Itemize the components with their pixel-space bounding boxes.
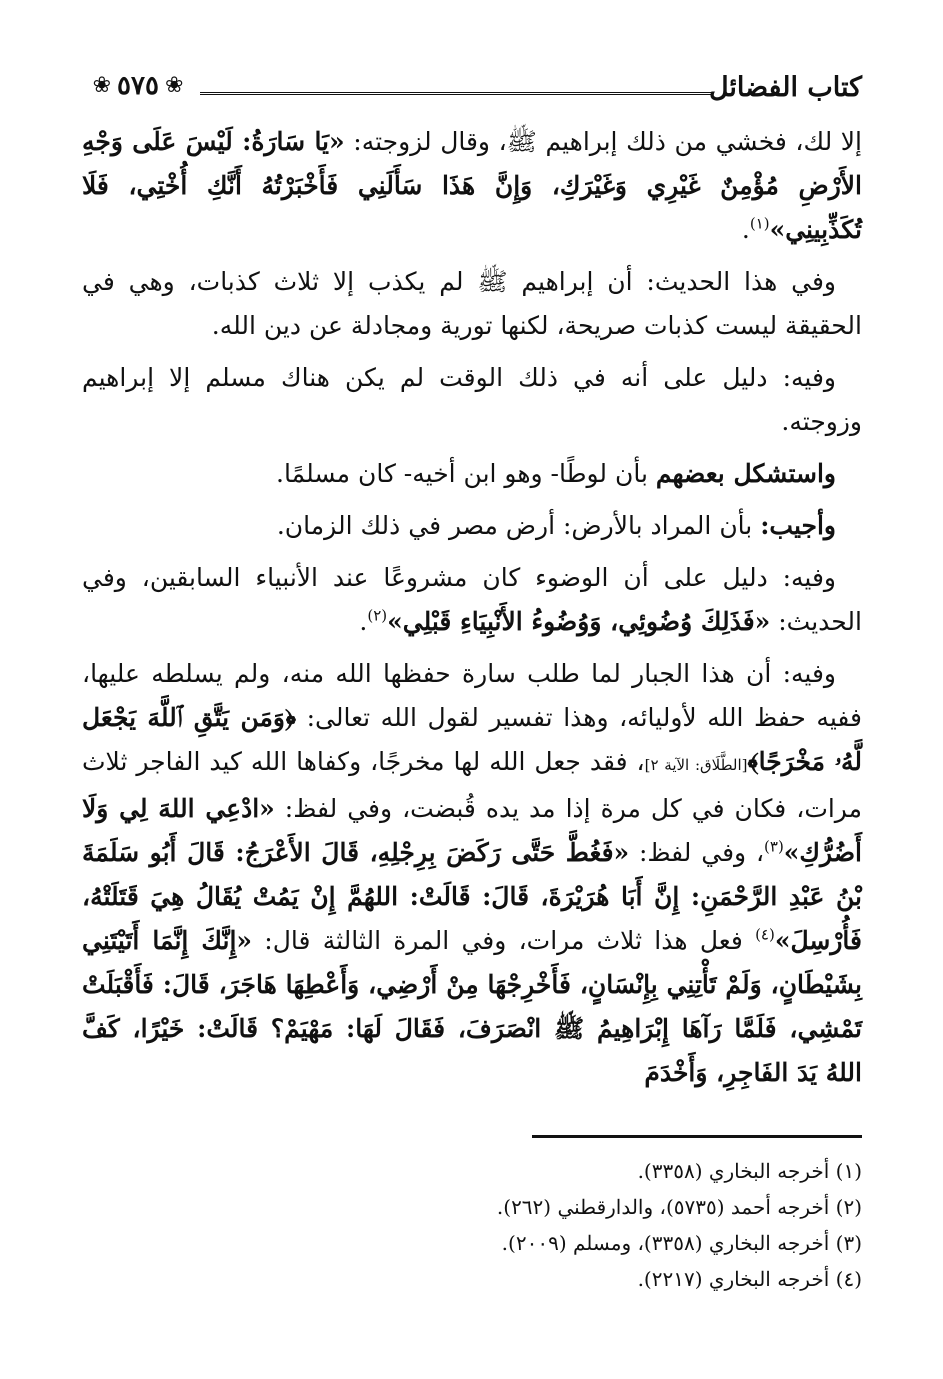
footnote-marker: (٤) [755,925,775,944]
book-page [82,50,862,1350]
footnote: (٣) أخرجه البخاري (٣٣٥٨)، ومسلم (٢٠٠٩). [501,1231,862,1255]
hadith-quote: «فَذَلِكَ وُضُوئِي، وَوُضُوءُ الأَنْبِيَاءِ قَبْلِي» [387,607,771,636]
hadith-quote: «يَا سَارَةُ: لَيْسَ عَلَى وَجْهِ الأَرْضِ مُؤْمِنٌ غَيْرِي وَغَيْرَكِ، وَإِنَّ هَذَا سَأَلَنِي فَأَخْبَرْتُهُ أَنَّكِ أُخْتِي، فَلَا تُكَذِّبِينِي» [82,127,862,244]
hadith-quote: «إِنَّكَ إِنَّمَا أَتَيْتَنِي بِشَيْطَانٍ، وَلَمْ تَأْتِنِي بِإِنْسَانٍ، فَأَخْرِجْهَا مِنْ أَرْضِي، وَأَعْطِهَا هَاجَرَ، قَالَ: فَأَقْبَلَتْ تَمْشِي، فَلَمَّا رَآهَا إِبْرَاهِيمُ ﷺ انْصَرَفَ، فَقَالَ لَهَا: مَهْيَمْ؟ قَالَتْ: خَيْرًا، كَفَّ اللهُ يَدَ الفَاجِرِ، وَأَخْدَمَ [82,926,862,1087]
text-run: ، وفي لفظ: [629,838,765,867]
hadith-quote: «ادْعِي اللهَ لِي وَلَا أَضُرُّكِ» [82,794,862,867]
footnote-separator [532,1135,862,1138]
quran-verse: ﴿وَمَن يَتَّقِ ٱللَّهَ يَجْعَل لَّهُۥ مَخْرَجًا﴾ [82,703,862,776]
text-run: . [359,607,368,636]
main-text [82,120,862,1103]
verse-reference: [الطَّلَاق: الآية ٢] [644,756,748,774]
paragraph [82,120,862,252]
paragraph [82,652,862,1095]
text-run: بأن لوطًا- وهو ابن أخيه- كان مسلمًا. [276,459,656,488]
page-header [82,60,862,115]
paragraph: وفي هذا الحديث: أن إبراهيم ﷺ لم يكذب إلا ثلاث كذبات، وهي في الحقيقة ليست كذبات صريحة، لكنها تورية ومجادلة عن دين الله. [82,267,862,340]
footnote-marker: (٣) [764,837,784,856]
book-title: كتاب الفضائل [708,72,862,103]
text-run: وفيه: أن هذا الجبار لما طلب سارة حفظها الله منه، ولم يسلطه عليها، ففيه حفظ الله لأوليائه، وهذا تفسير لقول الله تعالى: [82,659,862,732]
text-run: بأن المراد بالأرض: أرض مصر في ذلك الزمان. [276,511,761,540]
footnote-marker: (١) [749,214,770,233]
footnote: (١) أخرجه البخاري (٣٣٥٨). [637,1159,862,1183]
footnote: (٤) أخرجه البخاري (٢٢١٧). [637,1267,862,1291]
paragraph [82,504,862,548]
text-run: إلا لك، فخشي من ذلك إبراهيم ﷺ، وقال لزوجته: [344,127,863,156]
footnote-marker: (٢) [367,606,388,625]
paragraph [82,556,862,644]
paragraph: وفيه: دليل على أنه في ذلك الوقت لم يكن هناك مسلم إلا إبراهيم وزوجته. [82,363,862,436]
page-number: ٥٧٥ [117,71,159,101]
bold-term: وأجيب: [760,511,836,540]
paragraph [82,452,862,496]
bold-term: واستشكل بعضهم [655,459,836,488]
hadith-quote: «فَغُطَّ حَتَّى رَكَضَ بِرِجْلِهِ، قَالَ الأَعْرَجُ: قَالَ أَبُو سَلَمَةَ بْنُ عَبْدِ الرَّحْمَنِ: إِنَّ أَبَا هُرَيْرَةَ، قَالَ: قَالَتْ: اللهُمَّ إِنْ يَمُتْ يُقَالُ هِيَ قَتَلَتْهُ، فَأُرْسِلَ» [82,838,862,955]
page-number-ornament [82,66,194,106]
footnote: (٢) أخرجه أحمد (٥٧٣٥)، والدارقطني (٢٦٢). [496,1195,862,1219]
flower-ornament-icon: ❀ [92,73,112,98]
text-run: وفيه: دليل على أن الوضوء كان مشروعًا عند الأنبياء السابقين، وفي الحديث: [82,563,862,636]
flower-ornament-icon: ❀ [164,73,184,98]
footnotes [82,1153,862,1297]
text-run: ، فقد جعل الله لها مخرجًا، وكفاها الله كيد الفاجر ثلاث مرات، فكان في كل مرة إذا مد يده قُبضت، وفي لفظ: [82,747,862,823]
header-rule [200,92,712,98]
text-run: فعل هذا ثلاث مرات، وفي المرة الثالثة قال: [252,926,756,955]
text-run: . [741,215,750,244]
